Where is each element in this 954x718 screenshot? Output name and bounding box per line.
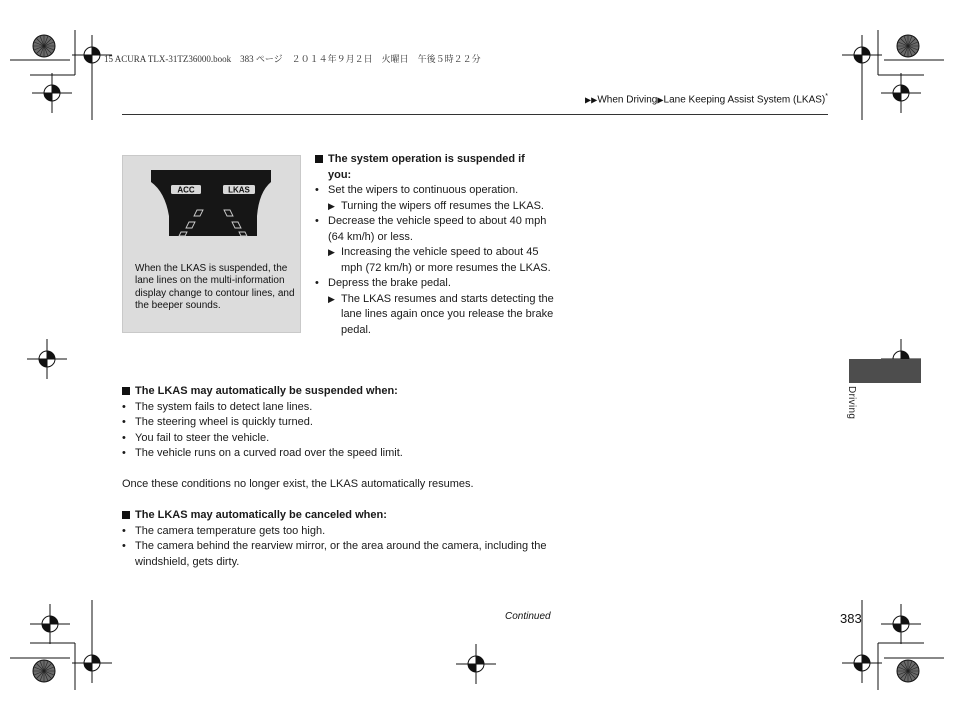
breadcrumb-arrow-icon: ▶ — [657, 95, 664, 105]
list-item-note: ▶ Turning the wipers off resumes the LKAS. — [315, 199, 555, 215]
list-item: • The system fails to detect lane lines. — [122, 400, 313, 413]
list-item: • Depress the brake pedal. — [315, 277, 451, 289]
list-item: • Decrease the vehicle speed to about 40 mph (64 km/h) or less. — [315, 215, 547, 243]
list-item-note: ▶ The LKAS resumes and starts detecting the lane lines again once you release the brake pedal. — [315, 292, 555, 339]
list-item: • The camera behind the rearview mirror, or the area around the camera, including the windshield, gets dirty. — [122, 540, 547, 568]
page-number: 383 — [840, 611, 862, 626]
breadcrumb-parent[interactable]: When Driving — [597, 94, 658, 106]
lkas-display-figure — [122, 155, 301, 333]
section-heading — [315, 152, 555, 183]
print-job-header: 15 ACURA TLX-31TZ36000.book 383 ページ ２０１４年９月２日 火曜日 午後５時２２分 — [104, 54, 481, 64]
list-item: • Set the wipers to continuous operation. — [315, 184, 519, 196]
heading-text: The LKAS may automatically be suspended when: — [135, 385, 398, 397]
breadcrumb-current[interactable]: Lane Keeping Assist System (LKAS) — [663, 94, 826, 106]
chapter-tab[interactable] — [849, 359, 921, 383]
section-auto-suspended — [122, 384, 562, 462]
list-item: • The camera temperature gets too high. — [122, 524, 326, 537]
section-suspended-if — [315, 152, 555, 338]
breadcrumb-marker: * — [825, 93, 828, 100]
square-bullet-icon — [122, 511, 130, 519]
chapter-tab-label: Driving — [846, 386, 857, 420]
list-item: • The steering wheel is quickly turned. — [122, 416, 313, 428]
figure-caption: When the LKAS is suspended, the lane lines on the multi-information display change to contour lines, and the beeper sounds. — [135, 263, 295, 312]
heading-text: The system operation is suspended if you: — [328, 153, 525, 181]
resume-paragraph: Once these conditions no longer exist, the LKAS automatically resumes. — [122, 478, 474, 490]
multi-information-display-illustration — [123, 156, 300, 256]
breadcrumb-arrow-icon: ▶▶ — [585, 95, 598, 105]
square-bullet-icon — [315, 155, 323, 163]
arrow-icon: ▶ — [328, 200, 335, 211]
arrow-icon: ▶ — [328, 293, 335, 304]
lkas-label: LKAS — [228, 185, 250, 195]
arrow-icon: ▶ — [328, 247, 335, 257]
continued-label: Continued — [505, 611, 551, 622]
acc-label: ACC — [177, 185, 195, 195]
header-divider — [122, 114, 828, 115]
list-item: • You fail to steer the vehicle. — [122, 431, 270, 444]
section-heading — [122, 384, 562, 400]
breadcrumb — [585, 93, 828, 105]
heading-text: The LKAS may automatically be canceled when: — [135, 509, 387, 521]
list-item: • The vehicle runs on a curved road over the speed limit. — [122, 447, 403, 459]
section-canceled — [122, 508, 562, 570]
list-item-note: ▶ Increasing the vehicle speed to about 45 mph (72 km/h) or more resumes the LKAS. — [315, 245, 555, 276]
section-heading — [122, 508, 562, 524]
square-bullet-icon — [122, 387, 130, 395]
